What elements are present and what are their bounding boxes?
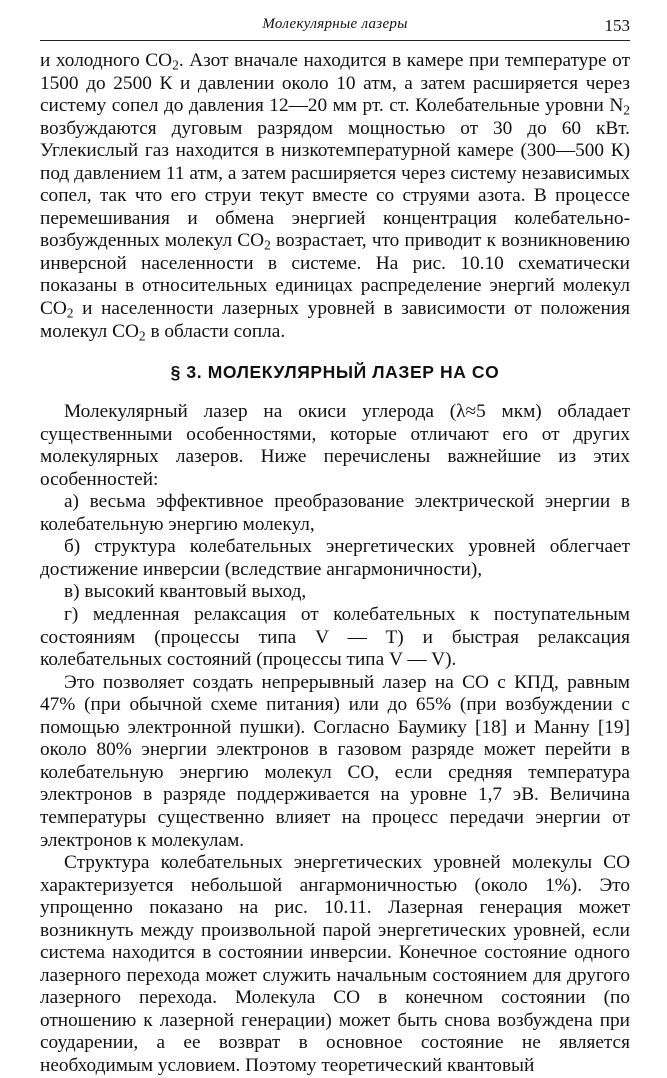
paragraph-continuation: и холодного $CO_2$. Азот вначале находится в камере при температуре от 1500 до 2500 К и давлении около 10 атм, а затем расширяется через систему сопел до давления 12—20 мм рт. ст. Колебательные уровни $N_2$ возбуждаются дуговым разрядом мощностью от 30 до 60 кВт. Углекислый газ находится в низкотемпературной камере (300—500 К) под давлением 11 атм, а затем расширяется через систему независимых сопел, так что его струи текут вместе со струями азота. В процессе перемешивания и обмена энергией концентрация колебательно-возбужденных молекул $CO_2$ возрастает, что приводит к возникновению инверсной населенности в системе. На рис. 10.10 схематически показаны в относительных единицах распределение энергий молекул $CO_2$ и населенности лазерных уровней в зависимости от положения молекул $CO_2$ в области сопла.	[40, 50, 630, 343]
list-item-d: г) медленная релаксация от колебательных к поступательным состояниям (процессы типа V — T) и быстрая релаксация колебательных состояний (процессы типа V — V).	[40, 604, 630, 671]
running-title: Молекулярные лазеры	[262, 16, 408, 32]
list-item-b: б) структура колебательных энергетических уровней облегчает достижение инверсии (вследствие ангармоничности),	[40, 536, 630, 580]
list-item-c: в) высокий квантовый выход,	[64, 581, 307, 603]
page-body	[40, 50, 630, 1078]
paragraph-intro: Молекулярный лазер на окиси углерода (λ≈5 мкм) обладает существенными особенностями, которые отличают его от других молекулярных лазеров. Ниже перечислены важнейшие из этих особенностей:	[40, 401, 630, 490]
page-number: 153	[604, 16, 630, 35]
paragraph-structure: Структура колебательных энергетических уровней молекулы CO характеризуется небольшой ангармоничностью (около 1%). Это упрощенно показано на рис. 10.11. Лазерная генерация может возникнуть между произвольной парой энергетических уровней, если система находится в состоянии инверсии. Конечное состояние одного лазерного перехода может служить начальным состоянием для другого лазерного перехода. Молекула CO в конечном состоянии (по отношению к лазерной генерации) может быть снова возбуждена при соударении, а ее возврат в основное состояние не является необходимым условием. Поэтому теоретический квантовый	[40, 852, 630, 1076]
running-header	[40, 14, 630, 41]
list-item-a: а) весьма эффективное преобразование электрической энергии в колебательную энергию молекул,	[40, 491, 630, 535]
section-heading: § 3. МОЛЕКУЛЯРНЫЙ ЛАЗЕР НА CO	[170, 362, 500, 383]
paragraph-efficiency: Это позволяет создать непрерывный лазер на CO с КПД, равным 47% (при обычной схеме питания) или до 65% (при возбуждении с помощью электронной пушки). Согласно Баумику [18] и Манну [19] около 80% энергии электронов в газовом разряде может перейти в колебательную энергию молекул CO, если средняя температура электронов в разряде поддерживается на уровне 1,7 эВ. Величина температуры существенно влияет на процесс передачи энергии от электронов к молекулам.	[40, 671, 630, 851]
